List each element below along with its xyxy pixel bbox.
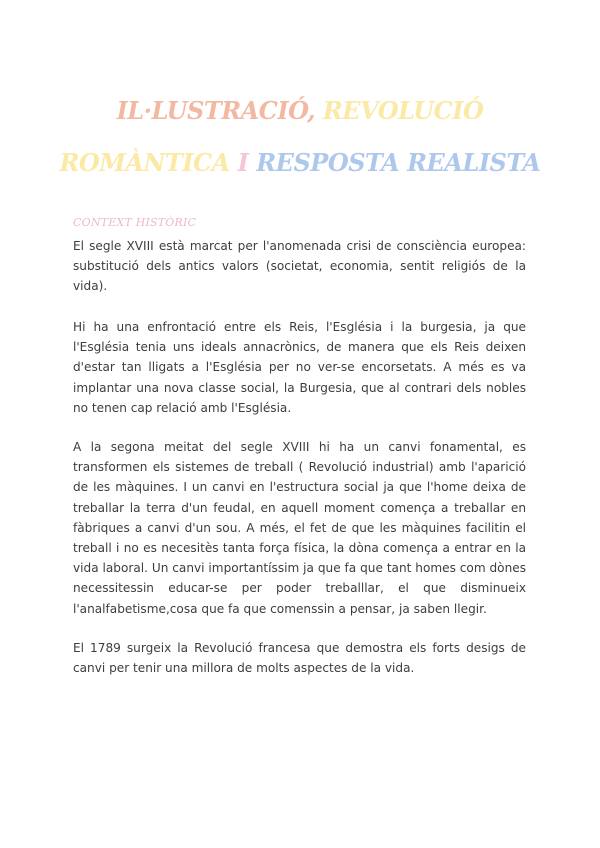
- title-line-2: [0, 148, 600, 177]
- title-line-1: [0, 96, 600, 125]
- paragraph-1: El segle XVIII està marcat per l'anomenada crisi de consciència europea: substitució dels antics valors (societat, economia, sentit religiós de la vida).: [73, 239, 526, 294]
- title-romantica: ROMÀNTICA: [59, 148, 230, 177]
- paragraph-2: Hi ha una enfrontació entre els Reis, l'Església i la burgesia, ja que l'Església tenia uns ideals annacrònics, de manera que els Reis deixen d'estar tan lligats a l'Església per no ver-se encorsetats. A més es va implantar una nova classe social, la Burgesia, que al contrari dels nobles no tenen cap relació amb l'Església.: [73, 320, 526, 415]
- paragraph-3: A la segona meitat del segle XVIII hi ha un canvi fonamental, es transformen els sistemes de treball ( Revolució industrial) amb l'aparició de les màquines. I un canvi en l'estructura social ja que l'home deixa de treballar la terra d'un feudal, en aquell moment comença a treballar en fàbriques a canvi d'un sou. A més, el fet de que les màquines facilitin el treball i no es necesitès tanta força física, la dòna comença a entrar en la vida laboral. Un canvi importantíssim ja que fa que tant homes com dònes necessitessin educar-se per poder treballlar, el que disminueix l'analfabetisme,cosa que fa que comenssin a pensar, ja saben llegir.: [73, 440, 526, 616]
- paragraph-4: El 1789 surgeix la Revolució francesa que demostra els forts desigs de canvi per tenir una millora de molts aspectes de la vida.: [73, 641, 526, 676]
- title-resposta-realista: RESPOSTA REALISTA: [256, 148, 541, 177]
- title-revolucio: REVOLUCIÓ: [322, 96, 484, 125]
- title-illustracio: IL·LUSTRACIÓ,: [116, 96, 315, 125]
- section-heading: CONTEXT HISTÒRIC: [73, 216, 197, 229]
- title-conjunction: I: [237, 148, 249, 177]
